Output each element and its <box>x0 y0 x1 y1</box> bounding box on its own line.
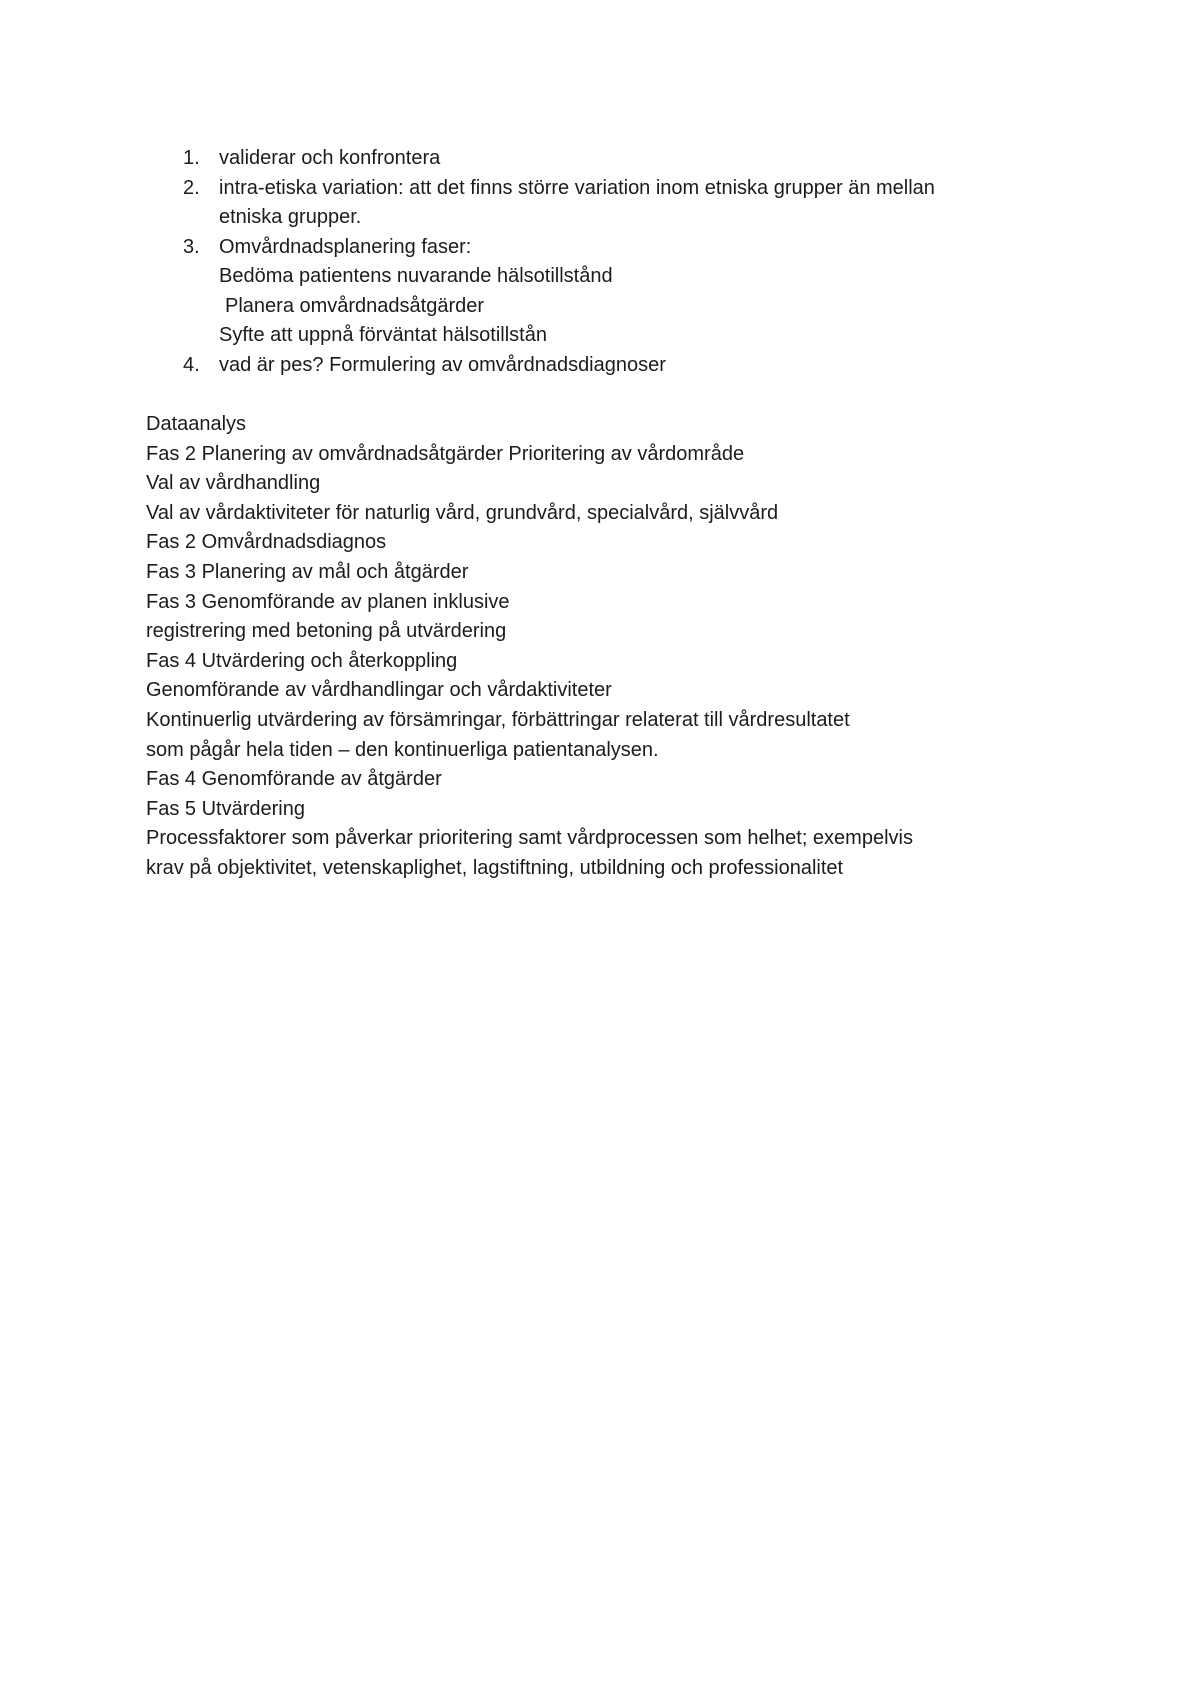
paragraph-line: Processfaktorer som påverkar prioritering samt vårdprocessen som helhet; exempelvis <box>146 827 913 850</box>
paragraph-line: Fas 2 Omvårdnadsdiagnos <box>146 531 387 554</box>
list-item-text: validerar och konfrontera <box>219 147 441 169</box>
list-item-number: 1. <box>183 147 200 169</box>
list-item-subline: Bedöma patientens nuvarande hälsotillstånd <box>219 265 613 287</box>
paragraph-line: Fas 2 Planering av omvårdnadsåtgärder Prioritering av vårdområde <box>146 442 745 465</box>
list-item-subline: Planera omvårdnadsåtgärder <box>225 294 485 317</box>
paragraph-line: Fas 3 Genomförande av planen inklusive <box>146 590 510 613</box>
paragraph-line: Fas 3 Planering av mål och åtgärder <box>146 560 469 583</box>
list-item <box>0 144 1200 174</box>
paragraph-line: Fas 4 Genomförande av åtgärder <box>146 768 442 791</box>
list-item-text: intra-etiska variation: att det finns större variation inom etniska grupper än mellan <box>219 176 935 199</box>
paragraph-line: Val av vårdhandling <box>146 472 321 495</box>
list-item-subline: Syfte att uppnå förväntat hälsotillstån <box>219 324 547 346</box>
paragraph-line: krav på objektivitet, vetenskaplighet, lagstiftning, utbildning och professionalitet <box>146 856 844 879</box>
list-item-number: 2. <box>183 176 200 199</box>
list-item <box>0 233 1200 351</box>
body-paragraph <box>146 410 1106 884</box>
paragraph-line: Fas 4 Utvärdering och återkoppling <box>146 649 458 672</box>
paragraph-line: Fas 5 Utvärdering <box>146 797 305 820</box>
numbered-list <box>0 144 1200 380</box>
paragraph-line: Kontinuerlig utvärdering av försämringar, förbättringar relaterat till vårdresultatet <box>146 708 850 731</box>
list-item <box>0 351 1200 381</box>
paragraph-line: som pågår hela tiden – den kontinuerliga patientanalysen. <box>146 738 659 761</box>
list-item <box>0 174 1200 233</box>
list-item-text: etniska grupper. <box>219 206 362 228</box>
list-item-number: 4. <box>183 353 200 376</box>
list-item-text: Omvårdnadsplanering faser: <box>219 235 472 258</box>
paragraph-line: registrering med betoning på utvärdering <box>146 620 507 643</box>
list-item-text: vad är pes? Formulering av omvårdnadsdiagnoser <box>219 353 666 376</box>
paragraph-line: Genomförande av vårdhandlingar och vårdaktiviteter <box>146 679 612 702</box>
paragraph-line: Val av vårdaktiviteter för naturlig vård, grundvård, specialvård, självvård <box>146 501 779 524</box>
list-item-number: 3. <box>183 235 200 258</box>
paragraph-line: Dataanalys <box>146 413 247 435</box>
